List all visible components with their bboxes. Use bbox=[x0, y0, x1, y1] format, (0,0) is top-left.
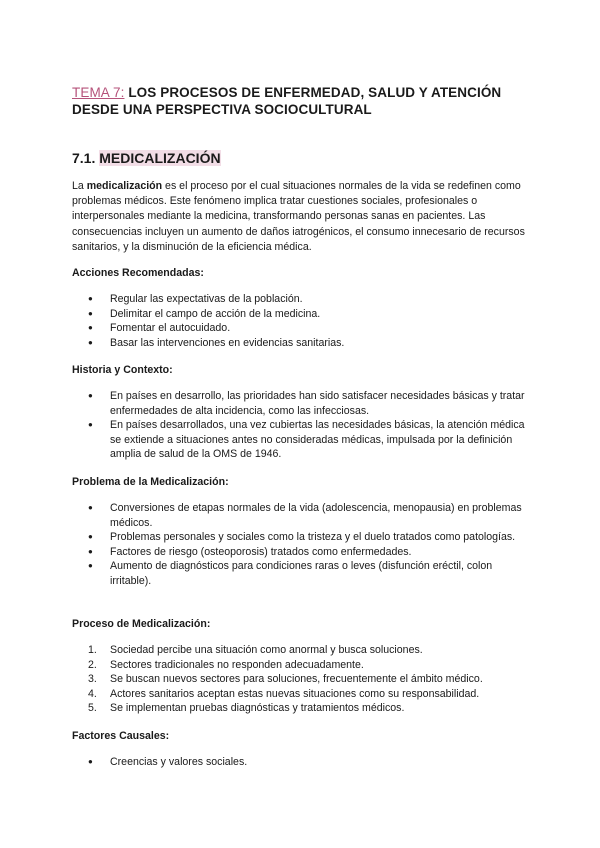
intro-rest: es el proceso por el cual situaciones normales de la vida se redefinen como problemas médicos. Este fenómeno implica tratar cuestiones sociales, profesionales o interpersonales mediante la medicina, transformando personas sanas en pacientes. Las consecuencias incluyen un aumento de daños iatrogénicos, el consumo innecesario de recursos sanitarios, y la disminución de la eficiencia médica. bbox=[72, 180, 525, 253]
acciones-heading: Acciones Recomendadas: bbox=[72, 267, 204, 279]
factores-list bbox=[72, 755, 532, 770]
list-item bbox=[72, 672, 532, 687]
problema-list bbox=[72, 501, 532, 589]
section-number: 7.1. bbox=[72, 150, 96, 166]
section-heading bbox=[72, 150, 221, 166]
list-item: ● Regular las expectativas de la población. bbox=[72, 292, 532, 307]
list-text: Se implementan pruebas diagnósticas y tratamientos médicos. bbox=[110, 702, 405, 715]
intro-pre: La bbox=[72, 180, 87, 192]
list-number: 2. bbox=[88, 658, 97, 671]
list-item: ● Fomentar el autocuidado. bbox=[72, 321, 532, 336]
list-item: ● Factores de riesgo (osteoporosis) tratados como enfermedades. bbox=[72, 545, 532, 560]
list-item: ● Problemas personales y sociales como la tristeza y el duelo tratados como patologías. bbox=[72, 530, 532, 545]
list-item: ● Basar las intervenciones en evidencias sanitarias. bbox=[72, 336, 532, 351]
problema-heading: Problema de la Medicalización: bbox=[72, 476, 229, 488]
page-title bbox=[72, 84, 532, 118]
title-line-1: LOS PROCESOS DE ENFERMEDAD, SALUD Y ATENCIÓN bbox=[128, 85, 502, 100]
list-item: ● Conversiones de etapas normales de la vida (adolescencia, menopausia) en problemas médicos. bbox=[72, 501, 532, 530]
list-number: 1. bbox=[88, 644, 97, 656]
historia-list bbox=[72, 389, 532, 462]
list-item: ● Delimitar el campo de acción de la medicina. bbox=[72, 307, 532, 322]
intro-paragraph bbox=[72, 179, 532, 255]
title-line-2: DESDE UNA PERSPECTIVA SOCIOCULTURAL bbox=[72, 102, 372, 117]
list-item: ● Creencias y valores sociales. bbox=[72, 755, 532, 770]
historia-heading: Historia y Contexto: bbox=[72, 364, 173, 376]
list-text: Sociedad percibe una situación como anormal y busca soluciones. bbox=[110, 644, 423, 656]
list-item: ● Aumento de diagnósticos para condiciones raras o leves (disfunción eréctil, colon irritable). bbox=[72, 559, 532, 588]
list-text: Sectores tradicionales no responden adecuadamente. bbox=[110, 658, 364, 671]
list-item bbox=[72, 687, 532, 702]
list-text: Actores sanitarios aceptan estas nuevas situaciones como su responsabilidad. bbox=[110, 687, 480, 700]
acciones-list bbox=[72, 292, 532, 350]
list-number: 5. bbox=[88, 702, 97, 715]
list-number: 4. bbox=[88, 687, 97, 700]
list-number: 3. bbox=[88, 673, 97, 686]
intro-term: medicalización bbox=[86, 180, 163, 192]
list-item: ● En países en desarrollo, las prioridades han sido satisfacer necesidades básicas y tratar enfermedades de alta incidencia, como las infecciosas. bbox=[72, 389, 532, 418]
factores-heading: Factores Causales: bbox=[72, 730, 170, 742]
tema-label: TEMA 7: bbox=[72, 85, 125, 100]
list-item bbox=[72, 701, 532, 716]
section-name: MEDICALIZACIÓN bbox=[99, 150, 221, 166]
proceso-list bbox=[72, 643, 532, 716]
list-item bbox=[72, 643, 532, 658]
list-item bbox=[72, 658, 532, 673]
list-text: Se buscan nuevos sectores para soluciones, frecuentemente el ámbito médico. bbox=[110, 673, 483, 686]
list-item: ● En países desarrollados, una vez cubiertas las necesidades básicas, la atención médica se extiende a situaciones antes no consideradas médicas, impulsada por la definición amplia de salud de la OMS de 1946. bbox=[72, 418, 532, 462]
proceso-heading: Proceso de Medicalización: bbox=[72, 618, 211, 630]
